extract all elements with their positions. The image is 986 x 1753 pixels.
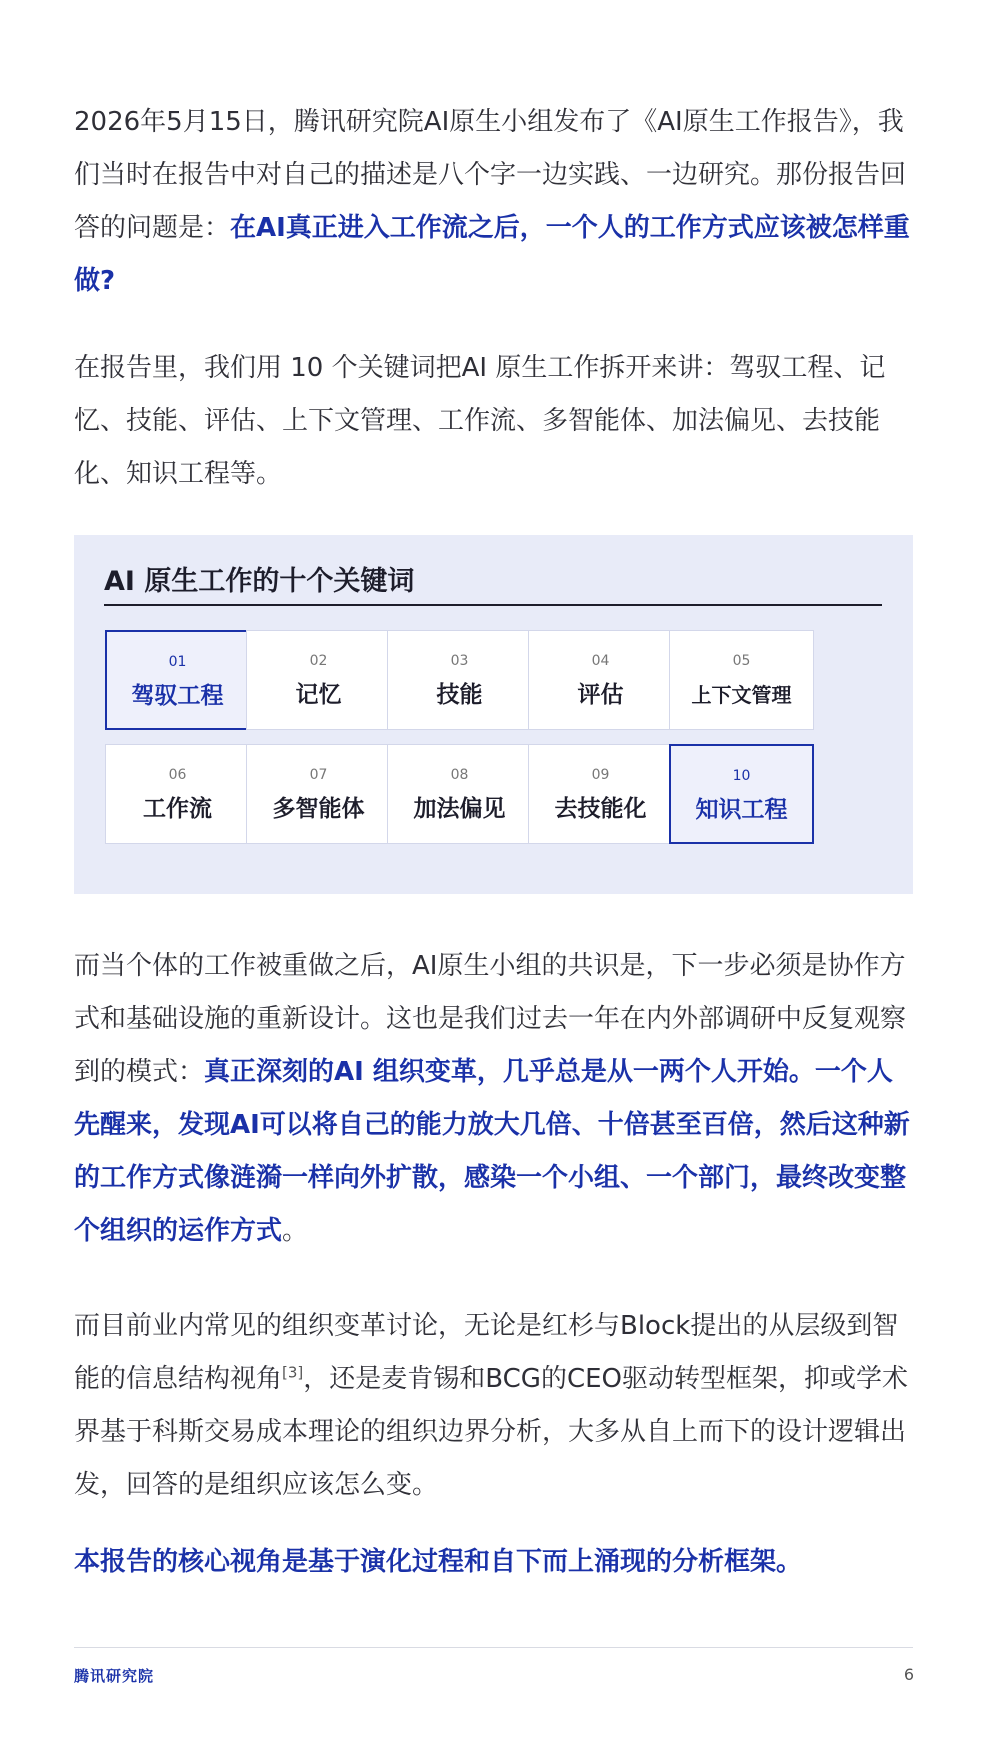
keyword-number: 03 [450,653,469,669]
keyword-card-02 [246,630,391,730]
keyword-number: 02 [309,653,328,669]
keyword-card-04 [528,630,673,730]
intro-highlight: 在AI真正进入工作流之后，一个人的工作方式应该被怎样重做? [74,213,910,296]
keyword-label: 加法偏见 [413,796,506,822]
keyword-number: 05 [732,653,751,669]
intro-text: 2026年5月15日，腾讯研究院AI原生小组发布了《AI原生工作报告》，我们当时在报告中对自己的描述是八个字一边实践、一边研究。那份报告回答的问题是： [74,107,907,243]
keyword-card-01 [105,630,250,730]
keyword-number: 04 [591,653,610,669]
footer-divider [74,1647,913,1648]
keyword-label: 记忆 [295,682,342,708]
discussion-text-b: ，还是麦肯锡和BCG的CEO驱动转型框架，抑或学术界基于科斯交易成本理论的组织边界分析，大多从自上而下的设计逻辑出发，回答的是组织应该怎么变。 [74,1364,908,1500]
keyword-card-05 [669,630,814,730]
keyword-card-10 [669,744,814,844]
keyword-label: 上下文管理 [691,683,792,707]
consensus-paragraph [74,940,914,1258]
core-perspective-statement: 本报告的核心视角是基于演化过程和自下而上涌现的分析框架。 [74,1547,803,1577]
page-number: 6 [903,1665,914,1684]
keyword-number: 08 [450,767,469,783]
keyword-label: 知识工程 [695,797,788,823]
keyword-number: 06 [168,767,187,783]
keyword-label: 评估 [577,682,624,708]
consensus-highlight: 真正深刻的AI 组织变革，几乎总是从一两个人开始。一个人先醒来，发现AI可以将自己的能力放大几倍、十倍甚至百倍，然后这种新的工作方式像涟漪一样向外扩散，感染一个小组、一个部门，最终改变整个组织的运作方式 [74,1057,910,1246]
keyword-number: 09 [591,767,610,783]
keyword-label: 驾驭工程 [131,683,224,709]
keyword-card-06 [105,744,250,844]
keywords-panel [74,535,913,894]
discussion-paragraph [74,1300,914,1512]
footer-org-name: 腾讯研究院 [74,1667,155,1685]
keyword-card-07 [246,744,391,844]
keyword-label: 多智能体 [272,796,365,822]
keywords-panel-title: AI 原生工作的十个关键词 [104,566,415,597]
discussion-text-a: 而目前业内常见的组织变革讨论，无论是红杉与Block提出的从层级到智能的信息结构视角 [74,1311,899,1394]
consensus-end: 。 [282,1216,309,1246]
keyword-number: 07 [309,767,328,783]
panel-title-divider [104,604,882,606]
keyword-number: 01 [168,654,187,670]
keyword-label: 工作流 [143,796,212,822]
keyword-card-09 [528,744,673,844]
keywords-paragraph: 在报告里，我们用 10 个关键词把AI 原生工作拆开来讲：驾驭工程、记忆、技能、评估、上下文管理、工作流、多智能体、加法偏见、去技能化、知识工程等。 [74,353,886,489]
keyword-card-08 [387,744,532,844]
intro-paragraph [74,96,914,308]
keyword-number: 10 [732,768,751,784]
keyword-label: 技能 [436,682,483,708]
keyword-label: 去技能化 [554,796,647,822]
citation-ref[interactable]: [3] [282,1363,304,1382]
consensus-text: 而当个体的工作被重做之后，AI原生小组的共识是，下一步必须是协作方式和基础设施的重新设计。这也是我们过去一年在内外部调研中反复观察到的模式： [74,951,907,1087]
keyword-card-03 [387,630,532,730]
